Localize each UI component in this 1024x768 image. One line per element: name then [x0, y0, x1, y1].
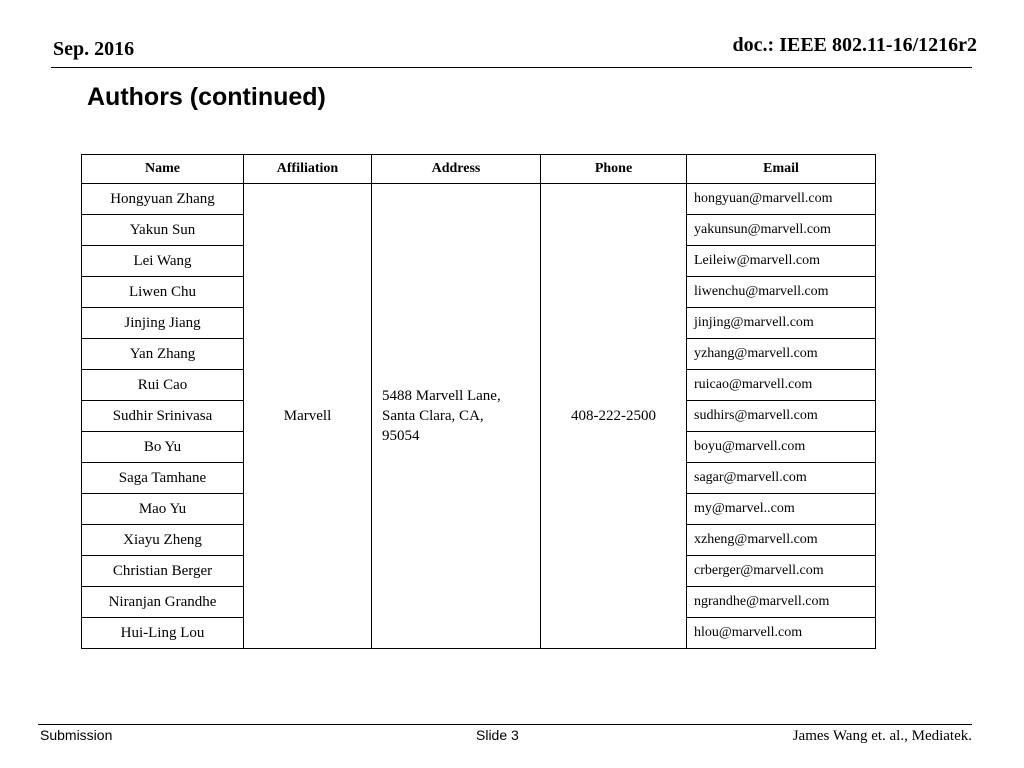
author-name: Niranjan Grandhe — [82, 587, 244, 618]
author-email: boyu@marvell.com — [687, 432, 876, 463]
footer-slide-number: Slide 3 — [476, 727, 519, 743]
authors-table — [81, 154, 876, 649]
header-divider — [51, 67, 972, 68]
author-email: yzhang@marvell.com — [687, 339, 876, 370]
address-line: Santa Clara, CA, — [382, 408, 484, 424]
footer-submission: Submission — [40, 727, 113, 743]
author-email: jinjing@marvell.com — [687, 308, 876, 339]
author-email: crberger@marvell.com — [687, 556, 876, 587]
author-name: Lei Wang — [82, 246, 244, 277]
column-header-address: Address — [372, 155, 541, 184]
author-name: Sudhir Srinivasa — [82, 401, 244, 432]
author-name: Yakun Sun — [82, 215, 244, 246]
address-cell — [372, 184, 541, 649]
slide-title: Authors (continued) — [87, 83, 326, 111]
author-email: xzheng@marvell.com — [687, 525, 876, 556]
author-name: Yan Zhang — [82, 339, 244, 370]
author-name: Rui Cao — [82, 370, 244, 401]
author-name: Jinjing Jiang — [82, 308, 244, 339]
phone-cell: 408-222-2500 — [541, 184, 687, 649]
column-header-affiliation: Affiliation — [244, 155, 372, 184]
author-name: Xiayu Zheng — [82, 525, 244, 556]
author-email: my@marvel..com — [687, 494, 876, 525]
author-email: liwenchu@marvell.com — [687, 277, 876, 308]
author-name: Saga Tamhane — [82, 463, 244, 494]
author-email: ruicao@marvell.com — [687, 370, 876, 401]
author-name: Hui-Ling Lou — [82, 618, 244, 649]
table-row — [82, 184, 876, 215]
column-header-phone: Phone — [541, 155, 687, 184]
author-email: hongyuan@marvell.com — [687, 184, 876, 215]
author-name: Mao Yu — [82, 494, 244, 525]
address-line: 5488 Marvell Lane, — [382, 388, 501, 404]
author-email: ngrandhe@marvell.com — [687, 587, 876, 618]
address-line: 95054 — [382, 428, 420, 444]
author-email: Leileiw@marvell.com — [687, 246, 876, 277]
author-name: Hongyuan Zhang — [82, 184, 244, 215]
footer-divider — [38, 724, 972, 725]
table-body — [82, 184, 876, 649]
author-name: Bo Yu — [82, 432, 244, 463]
author-email: sagar@marvell.com — [687, 463, 876, 494]
header-doc-id: doc.: IEEE 802.11-16/1216r2 — [732, 34, 977, 56]
table-header-row — [82, 155, 876, 184]
author-name: Christian Berger — [82, 556, 244, 587]
column-header-name: Name — [82, 155, 244, 184]
footer-author: James Wang et. al., Mediatek. — [792, 728, 972, 744]
author-email: sudhirs@marvell.com — [687, 401, 876, 432]
author-name: Liwen Chu — [82, 277, 244, 308]
header-date: Sep. 2016 — [53, 38, 135, 60]
affiliation-cell: Marvell — [244, 184, 372, 649]
author-email: hlou@marvell.com — [687, 618, 876, 649]
author-email: yakunsun@marvell.com — [687, 215, 876, 246]
column-header-email: Email — [687, 155, 876, 184]
